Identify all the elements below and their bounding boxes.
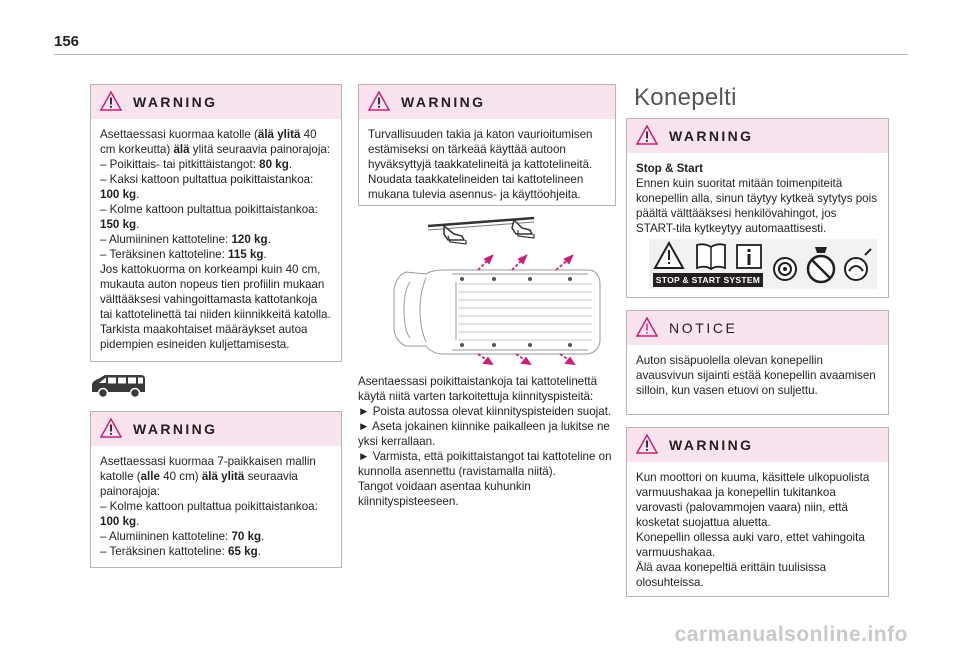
warning-box-approved-racks <box>358 84 616 206</box>
watermark: carmanualsonline.info <box>674 623 908 646</box>
no-touch-engine-icons <box>771 241 875 287</box>
warning-title: WARNING <box>133 94 218 110</box>
warning-title: WARNING <box>401 94 486 110</box>
limit-item: – Kolme kattoon pultattua poikittaistankoa: 100 kg. <box>100 500 318 528</box>
warning-icon <box>636 434 658 454</box>
warning-text: Turvallisuuden takia ja katon vaurioitumisen estämiseksi on tärkeää käyttää autoon hyväksyttyjä taakkatelineitä ja kattotelineitä. Noudata taakkatelineiden tai kattotelineen mukana tulevia asennus- ja käyttöohjeita. <box>368 128 593 201</box>
anchor-arrows <box>478 256 574 364</box>
notice-header <box>627 311 888 345</box>
limit-item: – Kaksi kattoon pultattua poikittaistankoa: 100 kg. <box>100 173 314 201</box>
warning-text: Konepellin ollessa auki varo, ettet vahingoita varmuushakaa. <box>636 531 865 559</box>
installation-instructions <box>358 374 620 509</box>
warning-title: WARNING <box>669 128 754 144</box>
instruction-note: Tangot voidaan asentaa kuhunkin kiinnityspisteeseen. <box>358 480 531 508</box>
warning-text: Kun moottori on kuuma, käsittele ulkopuolista varmuushakaa ja konepellin tukitankoa varovasti (palovammojen vaara) niin, että kosketat suojattua aluetta. <box>636 471 870 529</box>
warning-body <box>627 462 888 598</box>
limit-item: – Kolme kattoon pultattua poikittaistankoa: 150 kg. <box>100 203 318 231</box>
limit-item: – Alumiininen kattoteline: 120 kg. <box>100 233 271 246</box>
hazard-and-manual-icon <box>653 241 765 271</box>
warning-text: Älä avaa konepeltiä erittäin tuulisissa olosuhteissa. <box>636 561 827 589</box>
warning-box-hot-engine <box>626 427 889 597</box>
warning-icon <box>100 418 122 438</box>
warning-body <box>359 119 615 210</box>
page-number: 156 <box>54 33 80 50</box>
warning-box-stop-start <box>626 118 889 298</box>
notice-body <box>627 345 888 406</box>
instruction-step: ► Poista autossa olevat kiinnityspisteiden suojat. <box>358 405 612 418</box>
warning-paragraph: Jos kattokuorma on korkeampi kuin 40 cm, mukauta auton nopeus tien profiilin mukaan välttääksesi vahingoittamasta kattotankoja tai kattotelinettä tai niiden kiinnikkeitä katolla. <box>100 263 331 321</box>
warning-paragraph: Tarkista maakohtaiset määräykset autoa pidempien esineiden kuljettamisesta. <box>100 323 308 351</box>
warning-intro: Asettaessasi kuormaa katolle (älä ylitä 40 cm korkeutta) älä ylitä seuraavia painorajoja: <box>100 128 331 156</box>
warning-body <box>627 153 888 240</box>
limit-item: – Poikittais- tai pitkittäistangot: 80 kg. <box>100 158 293 171</box>
warning-icon <box>368 91 390 111</box>
warning-icon <box>636 125 658 145</box>
notice-text: Auton sisäpuolella olevan konepellin avausvivun sijainti estää konepellin avaamisen silloin, kun vasen etuovi on suljettu. <box>636 354 876 397</box>
warning-header <box>627 428 888 462</box>
warning-text: Ennen kuin suoritat mitään toimenpiteitä konepellin alla, sinun täytyy kytkeä sytytys pois päältä välttääksesi henkilövahingot, jos START-tila kytkeytyy automaattisesti. <box>636 177 878 235</box>
warning-header <box>91 85 341 119</box>
warning-body <box>91 446 341 567</box>
roof-bar-icon <box>428 218 534 244</box>
warning-box-roof-load <box>90 84 342 362</box>
stop-start-pictograms <box>649 239 877 289</box>
limit-item: – Teräksinen kattoteline: 115 kg. <box>100 248 267 261</box>
warning-subtitle: Stop & Start <box>636 162 703 175</box>
seven-seat-van-icon <box>89 373 147 399</box>
anchor-points <box>460 277 572 347</box>
header-rule <box>54 54 908 55</box>
warning-body <box>91 119 341 360</box>
warning-icon <box>100 91 122 111</box>
warning-header <box>91 412 341 446</box>
notice-icon <box>636 317 658 337</box>
warning-intro: Asettaessasi kuormaa 7-paikkaisen mallin katolle (alle 40 cm) älä ylitä seuraavia painorajoja: <box>100 455 316 498</box>
instruction-intro: Asentaessasi poikittaistankoja tai kattotelinettä käytä niitä varten tarkoitettuja kiinnityspisteitä: <box>358 375 598 403</box>
section-title: Konepelti <box>634 84 737 111</box>
roof-anchor-points-illustration <box>366 212 610 366</box>
stop-start-system-badge: STOP & START SYSTEM <box>653 273 763 287</box>
warning-title: WARNING <box>669 437 754 453</box>
limit-item: – Alumiininen kattoteline: 70 kg. <box>100 530 265 543</box>
warning-header <box>359 85 615 119</box>
notice-box-hood-release <box>626 310 889 415</box>
notice-title: NOTICE <box>669 320 738 336</box>
warning-title: WARNING <box>133 421 218 437</box>
van-top-view <box>394 270 600 354</box>
instruction-step: ► Aseta jokainen kiinnike paikalleen ja lukitse ne yksi kerrallaan. <box>358 420 610 448</box>
warning-box-seven-seat <box>90 411 342 568</box>
instruction-step: ► Varmista, että poikittaistangot tai kattoteline on kunnolla asennettu (ravistamalla niitä). <box>358 450 612 478</box>
warning-header <box>627 119 888 153</box>
limit-item: – Teräksinen kattoteline: 65 kg. <box>100 545 261 558</box>
